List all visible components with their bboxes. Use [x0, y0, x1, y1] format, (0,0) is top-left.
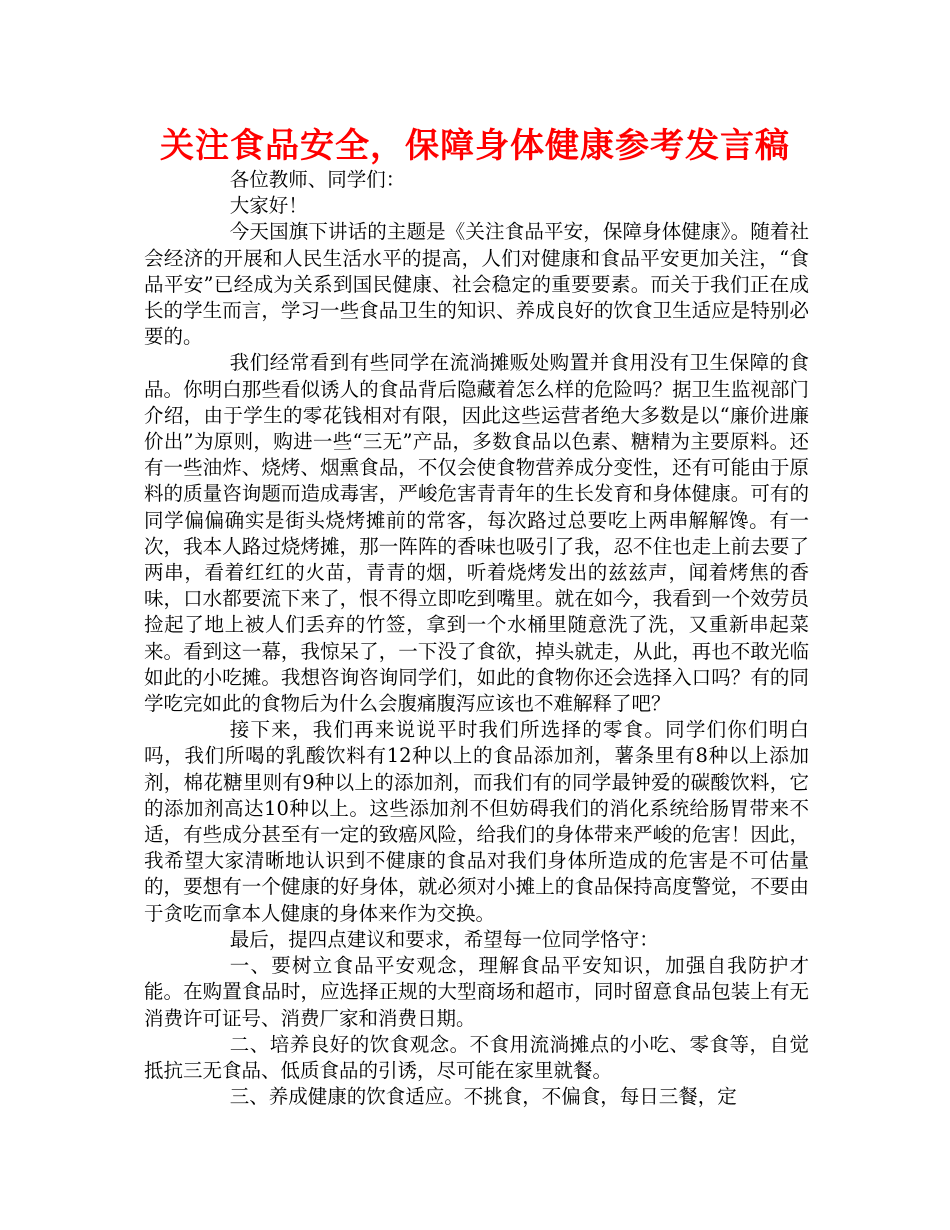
paragraph-intro: 今天国旗下讲话的主题是《关注食品平安，保障身体健康》。随着社会经济的开展和人民生活水平的提高，人们对健康和食品平安更加关注，“食品平安”已经成为关系到国民健康、社会稳定的重要要素。而关于我们正在成长的学生而言，学习一些食品卫生的知识、养成良好的饮食卫生适应是特别必要的。	[144, 220, 809, 349]
document-title: 关注食品安全，保障身体健康参考发言稿	[160, 126, 790, 166]
paragraph-suggestions-intro: 最后，提四点建议和要求，希望每一位同学恪守：	[229, 927, 659, 951]
paragraph-suggestion-1: 一、要树立食品平安观念，理解食品平安知识，加强自我防护才能。在购置食品时，应选择正规的大型商场和超市，同时留意食品包装上有无消费许可证号、消费厂家和消费日期。	[144, 954, 809, 1030]
document-body	[144, 167, 809, 1110]
paragraph-snacks: 接下来，我们再来说说平时我们所选择的零食。同学们你们明白吗，我们所喝的乳酸饮料有12种以上的食品添加剂，薯条里有8种以上添加剂，棉花糖里则有9种以上的添加剂，而我们有的同学最钟爱的碳酸饮料，它的添加剂高达10种以上。这些添加剂不但妨碍我们的消化系统给肠胃带来不适，有些成分甚至有一定的致癌风险，给我们的身体带来严峻的危害！因此，我希望大家清晰地认识到不健康的食品对我们身体所造成的危害是不可估量的，要想有一个健康的好身体，就必须对小摊上的食品保持高度警觉，不要由于贪吃而拿本人健康的身体来作为交换。	[144, 718, 809, 925]
paragraph-suggestion-2: 二、培养良好的饮食观念。不食用流淌摊点的小吃、零食等，自觉抵抗三无食品、低质食品的引诱，尽可能在家里就餐。	[144, 1032, 809, 1082]
paragraph-greeting: 各位教师、同学们：	[229, 168, 406, 191]
paragraph-suggestion-3: 三、养成健康的饮食适应。不挑食，不偏食，每日三餐，定	[229, 1085, 737, 1109]
paragraph-hello: 大家好！	[229, 194, 308, 218]
paragraph-street-food: 我们经常看到有些同学在流淌摊贩处购置并食用没有卫生保障的食品。你明白那些看似诱人的食品背后隐藏着怎么样的危险吗？据卫生监视部门介绍，由于学生的零花钱相对有限，因此这些运营者绝大多数是以“廉价进廉价出”为原则，购进一些“三无”产品，多数食品以色素、糖精为主要原料。还有一些油炸、烧烤、烟熏食品，不仅会使食物营养成分变性，还有可能由于原料的质量咨询题而造成毒害，严峻危害青青年的生长发育和身体健康。可有的同学偏偏确实是街头烧烤摊前的常客，每次路过总要吃上两串解解馋。有一次，我本人路过烧烤摊，那一阵阵的香味也吸引了我，忍不住也走上前去要了两串，看着红红的火苗，青青的烟，听着烧烤发出的兹兹声，闻着烤焦的香味，口水都要流下来了，恨不得立即吃到嘴里。就在如今，我看到一个效劳员捡起了地上被人们丢弃的竹签，拿到一个水桶里随意洗了洗，又重新串起菜来。看到这一幕，我惊呆了，一下没了食欲，掉头就走，从此，再也不敢光临如此的小吃摊。我想咨询咨询同学们，如此的食物你还会选择入口吗？有的同学吃完如此的食物后为什么会腹痛腹泻应该也不难解释了吧？	[144, 351, 809, 716]
